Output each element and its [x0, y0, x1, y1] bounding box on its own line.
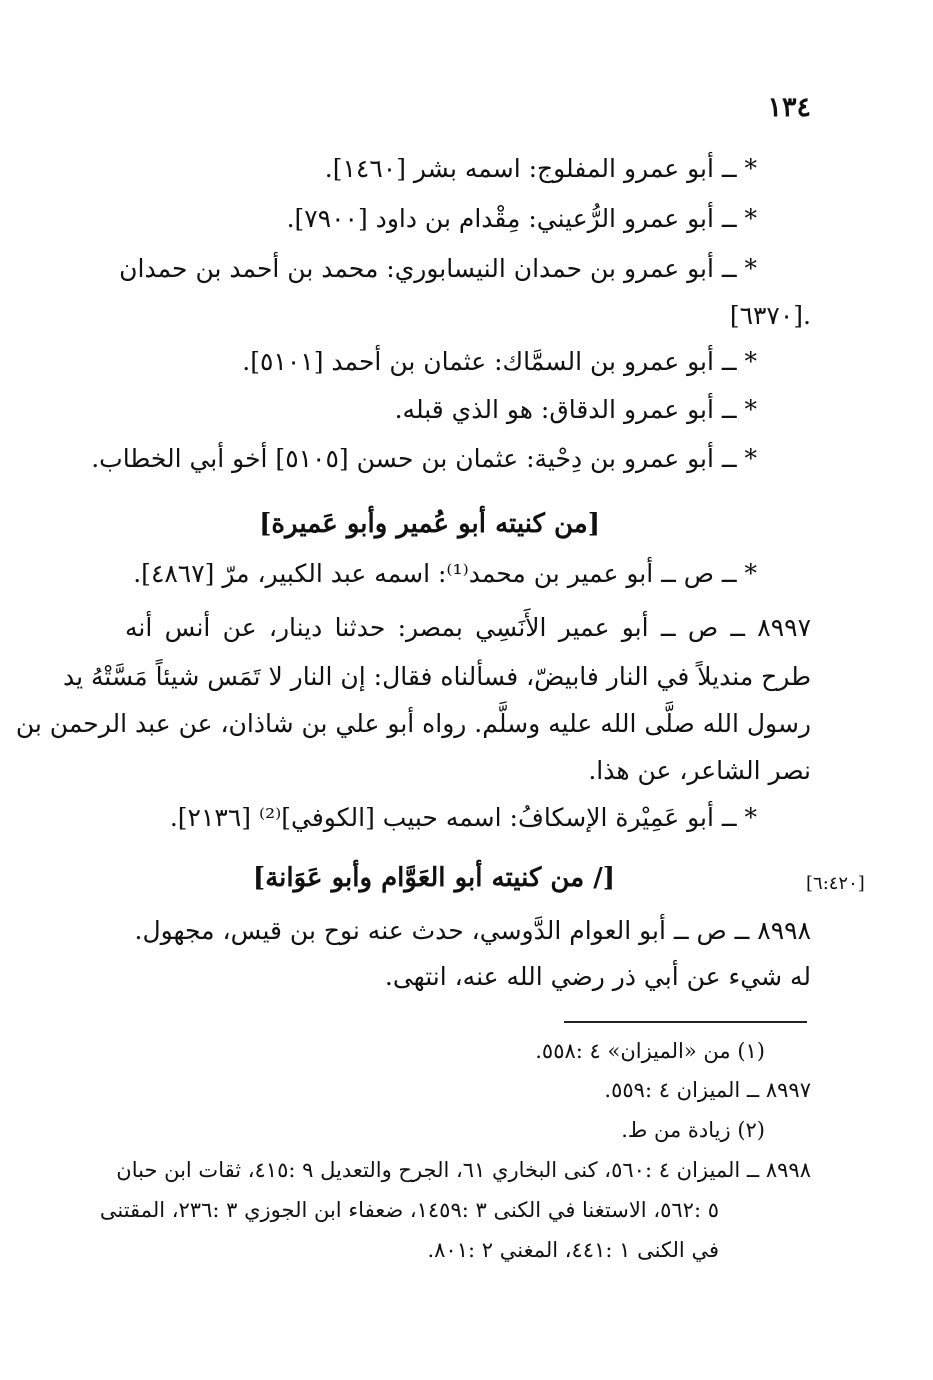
footnote: (١) من «الميزان» ٤ :٥٥٨. — [535, 1039, 765, 1063]
paragraph-line: ٨٩٩٧ ــ ص ــ أبو عمير الأَنَسِي بمصر: حدثنا دينار، عن أنس أنه — [125, 613, 811, 642]
footnote-divider — [564, 1021, 807, 1023]
section-heading: [/ من كنيته أبو العَوَّام وأبو عَوَانة] — [252, 863, 615, 893]
entry-line: [٦٣٧٠]. — [729, 301, 811, 330]
section-heading: [من كنيته أبو عُمير وأبو عَميرة] — [259, 509, 600, 539]
margin-reference: [٦:٤٢٠] — [806, 873, 865, 894]
paragraph-line: له شيء عن أبي ذر رضي الله عنه، انتهى. — [384, 962, 811, 991]
paragraph-line: ٨٩٩٨ ــ ص ــ أبو العوام الدَّوسي، حدث عنه نوح بن قيس، مجهول. — [134, 916, 811, 945]
footnote: ٨٩٩٧ ــ الميزان ٤ :٥٥٩. — [604, 1078, 811, 1102]
paragraph-line: رسول الله صلَّى الله عليه وسلَّم. رواه أبو علي بن شاذان، عن عبد الرحمن بن — [15, 709, 811, 738]
footnote: في الكنى ١ :٤٤١، المغني ٢ :٨٠١. — [427, 1238, 719, 1262]
entry-line: * ــ أبو عمرو بن دِحْية: عثمان بن حسن [٥١٠٥] أخو أبي الخطاب. — [91, 444, 757, 473]
footnote: ٥ :٥٦٢، الاستغنا في الكنى ٣ :١٤٥٩، ضعفاء ابن الجوزي ٣ :٢٣٦، المقتنى — [99, 1198, 719, 1222]
entry-line: * ــ أبو عمرو الرُّعيني: مِقْدام بن داود [٧٩٠٠]. — [286, 204, 757, 233]
footnote: ٨٩٩٨ ــ الميزان ٤ :٥٦٠، كنى البخاري ٦١، الجرح والتعديل ٩ :٤١٥، ثقات ابن حبان — [116, 1158, 811, 1182]
entry-line: * ــ أبو عَمِيْرة الإسكافُ: اسمه حبيب [الكوفي]⁽²⁾ [٢١٣٦]. — [169, 803, 757, 832]
entry-line: * ــ أبو عمرو المفلوج: اسمه بشر [١٤٦٠]. — [324, 154, 757, 183]
entry-line: * ــ ص ــ أبو عمير بن محمد⁽¹⁾: اسمه عبد الكبير، مرّ [٤٨٦٧]. — [133, 559, 757, 588]
footnote: (٢) زيادة من ط. — [621, 1118, 765, 1142]
paragraph-line: طرح منديلاً في النار فابيضّ، فسألناه فقال: إن النار لا تَمَس شيئاً مَسَّتْهُ يد — [63, 662, 811, 691]
paragraph-line: نصر الشاعر، عن هذا. — [588, 756, 811, 785]
entry-line: * ــ أبو عمرو الدقاق: هو الذي قبله. — [394, 395, 757, 424]
entry-line: * ــ أبو عمرو بن السمَّاك: عثمان بن أحمد [٥١٠١]. — [242, 347, 757, 376]
entry-line: * ــ أبو عمرو بن حمدان النيسابوري: محمد بن أحمد بن حمدان — [119, 254, 757, 283]
page-number: ١٣٤ — [767, 92, 811, 123]
